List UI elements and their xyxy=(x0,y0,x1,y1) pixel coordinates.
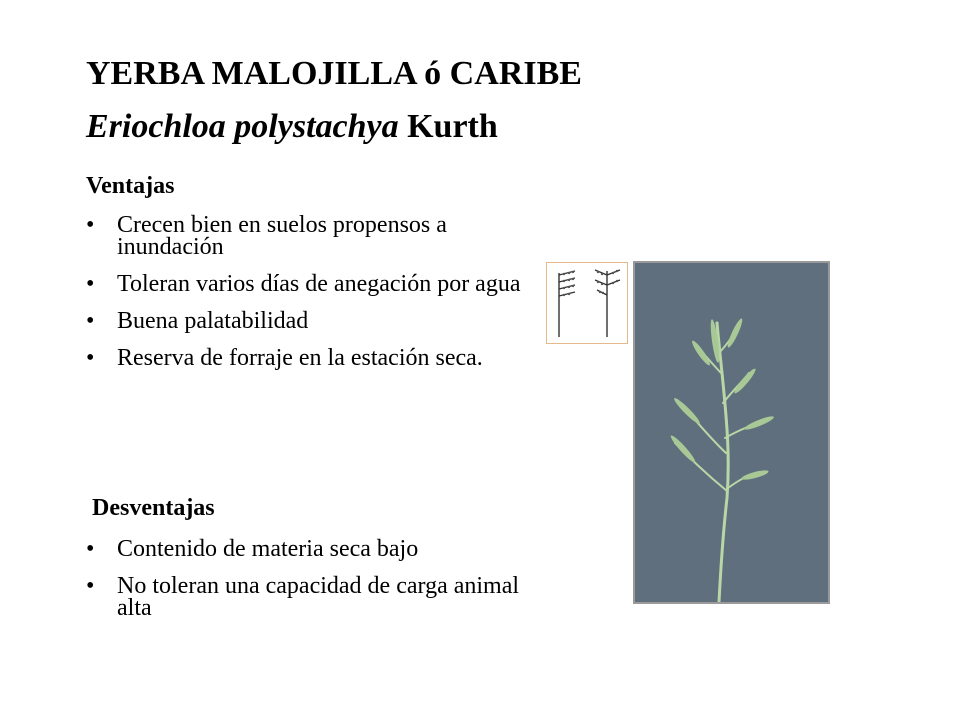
ventajas-list xyxy=(86,214,546,384)
list-item: • Buena palatabilidad xyxy=(86,310,546,332)
grass-plant-photo xyxy=(633,261,830,604)
ventajas-heading: Ventajas xyxy=(86,173,175,199)
list-item: • Reserva de forraje en la estación seca. xyxy=(86,347,546,369)
inflorescence-diagram-icon xyxy=(546,262,628,344)
desventajas-list xyxy=(86,538,546,634)
list-item: • Toleran varios días de anegación por agua xyxy=(86,273,546,295)
list-item: • No toleran una capacidad de carga animal alta xyxy=(86,575,546,619)
slide-title: YERBA MALOJILLA ó CARIBE xyxy=(86,55,582,92)
scientific-name: Eriochloa polystachya xyxy=(86,108,399,145)
author-name: Kurth xyxy=(398,108,498,145)
list-item: • Contenido de materia seca bajo xyxy=(86,538,546,560)
desventajas-heading: Desventajas xyxy=(92,495,215,521)
scientific-name-line xyxy=(86,107,498,147)
list-item: • Crecen bien en suelos propensos a inundación xyxy=(86,214,546,258)
